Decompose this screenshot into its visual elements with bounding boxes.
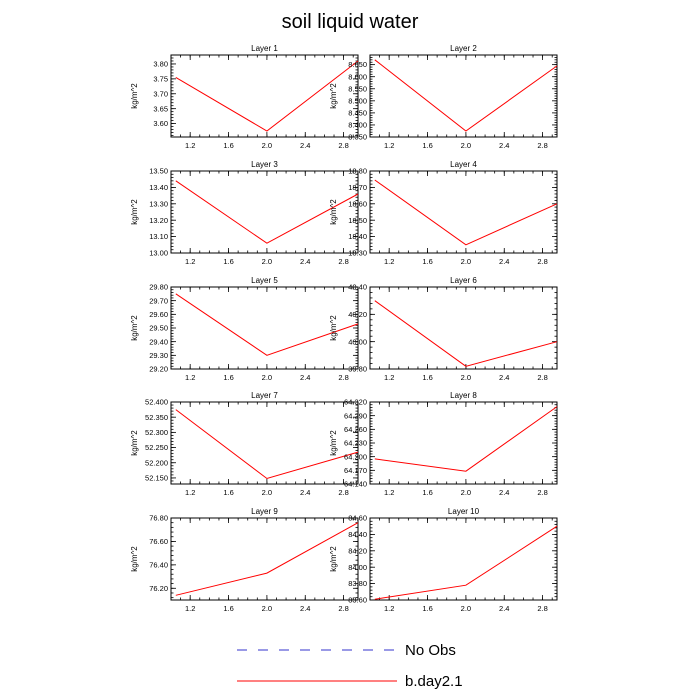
- layer-10-ytick-label: 83.80: [348, 579, 367, 589]
- layer-4-panel: [329, 160, 557, 266]
- layer-5-xtick-label: 1.6: [223, 373, 234, 382]
- layer-6-xtick-label: 1.6: [422, 373, 433, 382]
- layer-9-ytick-label: 76.40: [149, 560, 168, 570]
- layer-6-frame: [370, 287, 557, 369]
- layer-10-xtick-label: 1.2: [383, 604, 395, 613]
- layer-1-xtick-label: 1.6: [223, 141, 234, 150]
- layer-3-ytick-label: 13.30: [149, 199, 168, 209]
- layer-4-ylabel: kg/m^2: [329, 199, 338, 225]
- layer-1-ytick-label: 3.70: [153, 89, 168, 99]
- layer-6-ytick-label: 39.80: [348, 364, 367, 374]
- layer-5-xtick-label: 2.8: [338, 373, 349, 382]
- layer-1-ytick-label: 3.60: [153, 119, 168, 129]
- layer-9-title: Layer 9: [251, 507, 278, 516]
- layer-6-ytick-label: 40.40: [348, 282, 367, 292]
- layer-2-ytick-label: 8.650: [348, 60, 367, 70]
- layer-8-ytick-label: 64.320: [344, 397, 367, 407]
- layer-10-title: Layer 10: [447, 507, 480, 516]
- layer-5-xtick-label: 2.4: [300, 373, 311, 382]
- layer-8-ytick-label: 64.170: [344, 465, 367, 475]
- layer-3-xtick-label: 1.2: [184, 257, 196, 266]
- layer-6-title: Layer 6: [450, 276, 477, 285]
- layer-3-panel: [130, 160, 358, 266]
- layer-9-panel: [130, 507, 358, 613]
- layer-7-xtick-label: 2.0: [261, 488, 273, 497]
- layer-2-ytick-label: 8.500: [348, 96, 367, 106]
- layer-8-xtick-label: 2.4: [499, 488, 510, 497]
- layer-8-xtick-label: 2.8: [537, 488, 548, 497]
- layer-10-ytick-label: 84.60: [348, 513, 367, 523]
- layer-3-xtick-label: 2.0: [261, 257, 273, 266]
- layer-3-ytick-label: 13.10: [149, 232, 168, 242]
- layer-9-ytick-label: 76.60: [149, 537, 168, 547]
- layer-3-ytick-label: 13.20: [149, 215, 168, 225]
- layer-9-xtick-label: 2.8: [338, 604, 349, 613]
- layer-2-xtick-label: 1.2: [383, 141, 395, 150]
- layer-2-frame: [370, 55, 557, 137]
- layer-10-ytick-label: 84.40: [348, 530, 367, 539]
- layer-2-ytick-label: 8.550: [348, 84, 367, 94]
- layer-3-ytick-label: 13.00: [149, 248, 168, 258]
- layer-9-ytick-label: 76.80: [149, 513, 168, 523]
- layer-10-ytick-label: 84.00: [348, 562, 367, 572]
- layer-6-ytick-label: 40.20: [348, 309, 367, 319]
- layer-5-panel: [130, 276, 358, 382]
- layer-2-xtick-label: 2.4: [499, 141, 510, 150]
- layer-2-title: Layer 2: [450, 44, 477, 53]
- layer-4-ytick-label: 18.70: [348, 183, 367, 192]
- layer-10-ylabel: kg/m^2: [329, 546, 338, 572]
- layer-9-xtick-label: 1.6: [223, 604, 234, 613]
- layer-1-title: Layer 1: [251, 44, 278, 53]
- layer-7-ylabel: kg/m^2: [130, 430, 139, 456]
- layer-5-ytick-label: 29.40: [149, 337, 168, 347]
- layer-8-ylabel: kg/m^2: [329, 430, 338, 456]
- layer-7-title: Layer 7: [251, 391, 278, 400]
- layer-3-ytick-label: 13.40: [149, 183, 168, 192]
- layer-2-xtick-label: 2.0: [460, 141, 472, 150]
- layer-7-ytick-label: 52.400: [145, 397, 168, 407]
- layer-9-ytick-label: 76.20: [149, 583, 168, 593]
- layer-3-xtick-label: 2.4: [300, 257, 311, 266]
- layer-8-xtick-label: 2.0: [460, 488, 472, 497]
- layer-10-panel: [329, 507, 557, 613]
- layer-10-frame: [370, 518, 557, 600]
- figure-title: soil liquid water: [281, 11, 419, 33]
- layer-8-title: Layer 8: [450, 391, 477, 400]
- layer-7-ytick-label: 52.300: [145, 427, 168, 437]
- layer-7-ytick-label: 52.250: [145, 443, 168, 453]
- layer-2-xtick-label: 2.8: [537, 141, 548, 150]
- layer-5-ytick-label: 29.60: [149, 309, 168, 319]
- layer-5-ytick-label: 29.50: [149, 323, 168, 333]
- layer-5-ytick-label: 29.80: [149, 282, 168, 292]
- layer-2-xtick-label: 1.6: [422, 141, 433, 150]
- layer-1-xtick-label: 2.0: [261, 141, 273, 150]
- layer-4-frame: [370, 171, 557, 253]
- layer-5-title: Layer 5: [251, 276, 278, 285]
- layer-10-xtick-label: 1.6: [422, 604, 433, 613]
- layer-8-frame: [370, 402, 557, 484]
- layer-6-ylabel: kg/m^2: [329, 315, 338, 341]
- layer-6-series-line: [375, 301, 557, 367]
- layer-2-ytick-label: 8.600: [348, 72, 367, 82]
- layer-4-xtick-label: 2.0: [460, 257, 472, 266]
- layer-4-ytick-label: 18.60: [348, 199, 367, 209]
- layer-10-series-line: [375, 526, 557, 599]
- layer-8-panel: [329, 391, 557, 497]
- chart-panels: [130, 44, 557, 613]
- legend-label-b-day2-1: b.day2.1: [405, 673, 463, 690]
- layer-2-ytick-label: 8.400: [348, 120, 367, 130]
- layer-4-title: Layer 4: [450, 160, 477, 169]
- layer-1-ytick-label: 3.75: [153, 74, 168, 84]
- layer-9-xtick-label: 2.0: [261, 604, 273, 613]
- layer-5-ylabel: kg/m^2: [130, 315, 139, 341]
- layer-1-ytick-label: 3.80: [153, 59, 168, 69]
- layer-10-xtick-label: 2.0: [460, 604, 472, 613]
- layer-1-xtick-label: 1.2: [184, 141, 196, 150]
- layer-5-ytick-label: 29.70: [149, 296, 168, 306]
- layer-10-xtick-label: 2.8: [537, 604, 548, 613]
- layer-9-xtick-label: 2.4: [300, 604, 311, 613]
- layer-3-title: Layer 3: [251, 160, 278, 169]
- layer-6-xtick-label: 2.0: [460, 373, 472, 382]
- layer-4-ytick-label: 18.50: [348, 215, 367, 225]
- layer-6-panel: [329, 276, 557, 382]
- layer-3-ytick-label: 13.50: [149, 166, 168, 176]
- layer-1-panel: [130, 44, 358, 150]
- layer-1-xtick-label: 2.8: [338, 141, 349, 150]
- layer-4-ytick-label: 18.80: [348, 166, 367, 176]
- layer-5-xtick-label: 1.2: [184, 373, 196, 382]
- layer-8-ytick-label: 64.200: [344, 452, 367, 462]
- layer-5-ytick-label: 29.30: [149, 350, 168, 360]
- layer-2-ylabel: kg/m^2: [329, 83, 338, 109]
- layer-8-xtick-label: 1.2: [383, 488, 395, 497]
- legend: [237, 642, 463, 690]
- layer-8-ytick-label: 64.290: [344, 411, 367, 421]
- layer-9-xtick-label: 1.2: [184, 604, 196, 613]
- layer-4-xtick-label: 1.2: [383, 257, 395, 266]
- layer-5-xtick-label: 2.0: [261, 373, 273, 382]
- layer-1-xtick-label: 2.4: [300, 141, 311, 150]
- layer-8-series-line: [375, 407, 557, 472]
- layer-3-xtick-label: 1.6: [223, 257, 234, 266]
- layer-6-xtick-label: 1.2: [383, 373, 395, 382]
- layer-4-xtick-label: 2.4: [499, 257, 510, 266]
- layer-4-xtick-label: 2.8: [537, 257, 548, 266]
- layer-10-ytick-label: 84.20: [348, 546, 367, 556]
- layer-2-panel: [329, 44, 557, 150]
- layer-7-ytick-label: 52.150: [145, 473, 168, 483]
- layer-6-xtick-label: 2.4: [499, 373, 510, 382]
- layer-10-xtick-label: 2.4: [499, 604, 510, 613]
- layer-8-ytick-label: 64.140: [344, 479, 367, 489]
- layer-6-ytick-label: 40.00: [348, 337, 367, 347]
- layer-7-ytick-label: 52.200: [145, 458, 168, 468]
- layer-4-series-line: [375, 180, 557, 245]
- layer-2-ytick-label: 8.450: [348, 108, 367, 118]
- layer-7-panel: [130, 391, 358, 497]
- layer-8-ytick-label: 64.230: [344, 438, 367, 448]
- layer-10-ytick-label: 83.60: [348, 595, 367, 605]
- layer-7-xtick-label: 2.8: [338, 488, 349, 497]
- layer-6-xtick-label: 2.8: [537, 373, 548, 382]
- layer-4-ytick-label: 18.30: [348, 248, 367, 258]
- layer-4-xtick-label: 1.6: [422, 257, 433, 266]
- layer-7-xtick-label: 1.6: [223, 488, 234, 497]
- layer-1-ylabel: kg/m^2: [130, 83, 139, 109]
- layer-3-xtick-label: 2.8: [338, 257, 349, 266]
- layer-7-xtick-label: 2.4: [300, 488, 311, 497]
- layer-2-series-line: [375, 60, 557, 131]
- layer-8-xtick-label: 1.6: [422, 488, 433, 497]
- layer-9-ylabel: kg/m^2: [130, 546, 139, 572]
- layer-4-ytick-label: 18.40: [348, 232, 367, 242]
- layer-2-ytick-label: 8.350: [348, 132, 367, 142]
- layer-3-ylabel: kg/m^2: [130, 199, 139, 225]
- legend-label-no-obs: No Obs: [405, 642, 456, 659]
- layer-7-ytick-label: 52.350: [145, 412, 168, 422]
- layer-1-ytick-label: 3.65: [153, 104, 168, 114]
- layer-5-ytick-label: 29.20: [149, 364, 168, 374]
- layer-8-ytick-label: 64.260: [344, 424, 367, 434]
- layer-7-xtick-label: 1.2: [184, 488, 196, 497]
